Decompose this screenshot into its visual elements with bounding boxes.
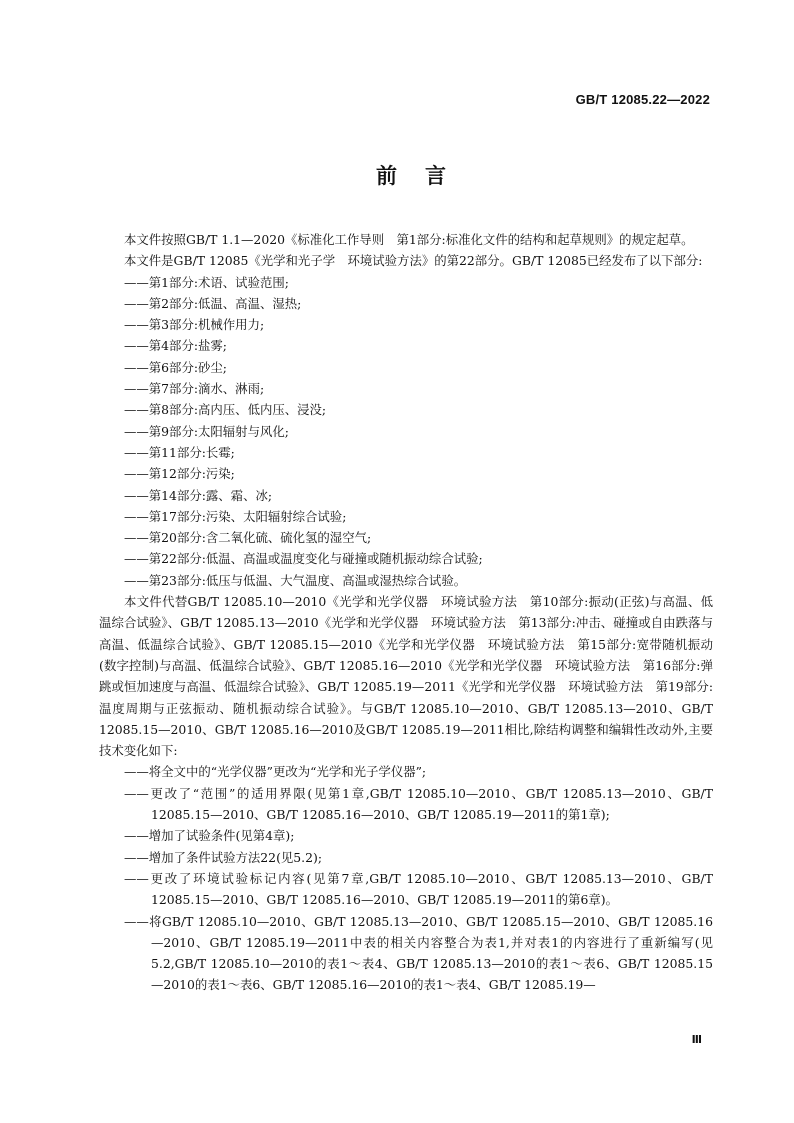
- list-item: ——增加了条件试验方法22(见5.2);: [124, 849, 323, 865]
- list-item: ——第23部分:低压与低温、大气温度、高温或湿热综合试验。: [124, 572, 467, 588]
- paragraph-drafting-rules: 本文件按照GB/T 1.1—2020《标准化工作导则 第1部分:标准化文件的结构和起草规则》的规定起草。: [124, 232, 694, 247]
- standard-number-header: GB/T 12085.22—2022: [575, 92, 710, 107]
- list-item: ——将GB/T 12085.10—2010、GB/T 12085.13—2010、GB/T 12085.15—2010、GB/T 12085.16—2010、GB/T 12085.19—2011中表的相关内容整合为表1,并对表1的内容进行了重新编写(见5.2,GB/T 12085.10—2010的表1～表4、GB/T 12085.13—2010的表1～表6、GB/T 12085.15—2010的表1～表6、GB/T 12085.16—2010的表1～表4、GB/T 12085.19—: [124, 913, 713, 993]
- list-item: ——第4部分:盐雾;: [124, 338, 227, 354]
- list-item: ——第12部分:污染;: [124, 466, 235, 482]
- published-parts-list: [99, 272, 713, 591]
- list-item: ——第11部分:长霉;: [124, 444, 235, 460]
- technical-changes-list: [99, 761, 713, 995]
- document-body: [99, 229, 713, 996]
- list-item: ——第14部分:露、霜、冰;: [124, 487, 273, 503]
- paragraph-replacement-statement: 本文件代替GB/T 12085.10—2010《光学和光学仪器 环境试验方法 第10部分:振动(正弦)与高温、低温综合试验》、GB/T 12085.13—2010《光学和光学仪器 环境试验方法 第13部分:冲击、碰撞或自由跌落与高温、低温综合试验》、GB/T 12085.15—2010《光学和光学仪器 环境试验方法 第15部分:宽带随机振动(数字控制)与高温、低温综合试验》、GB/T 12085.16—2010《光学和光学仪器 环境试验方法 第16部分:弹跳或恒加速度与高温、低温综合试验》、GB/T 12085.19—2011《光学和光学仪器 环境试验方法 第19部分:温度周期与正弦振动、随机振动综合试验》。与GB/T 12085.10—2010、GB/T 12085.13—2010、GB/T 12085.15—2010、GB/T 12085.16—2010及GB/T 12085.19—2011相比,除结构调整和编辑性改动外,主要技术变化如下:: [99, 594, 713, 759]
- list-item: ——第17部分:污染、太阳辐射综合试验;: [124, 508, 347, 524]
- list-item: ——将全文中的“光学仪器”更改为“光学和光子学仪器”;: [124, 764, 427, 780]
- list-item: ——第6部分:砂尘;: [124, 359, 227, 375]
- list-item: ——增加了试验条件(见第4章);: [124, 828, 295, 844]
- list-item: ——第1部分:术语、试验范围;: [124, 274, 289, 290]
- list-item: ——第8部分:高内压、低内压、浸没;: [124, 402, 327, 418]
- list-item: ——更改了“范围”的适用界限(见第1章,GB/T 12085.10—2010、GB/T 12085.13—2010、GB/T 12085.15—2010、GB/T 12085.16—2010、GB/T 12085.19—2011的第1章);: [124, 785, 713, 823]
- list-item: ——更改了环境试验标记内容(见第7章,GB/T 12085.10—2010、GB/T 12085.13—2010、GB/T 12085.15—2010、GB/T 12085.16—2010、GB/T 12085.19—2011的第6章)。: [124, 870, 713, 908]
- page-title: 前言: [376, 164, 474, 188]
- list-item: ——第2部分:低温、高温、湿热;: [124, 295, 302, 311]
- list-item: ——第22部分:低温、高温或温度变化与碰撞或随机振动综合试验;: [124, 551, 483, 567]
- list-item: ——第9部分:太阳辐射与风化;: [124, 423, 289, 439]
- list-item: ——第7部分:滴水、淋雨;: [124, 381, 265, 397]
- paragraph-series-intro: 本文件是GB/T 12085《光学和光子学 环境试验方法》的第22部分。GB/T 12085已经发布了以下部分:: [124, 253, 703, 269]
- list-item: ——第20部分:含二氧化硫、硫化氢的湿空气;: [124, 530, 372, 546]
- page-number: Ⅲ: [691, 1033, 702, 1046]
- list-item: ——第3部分:机械作用力;: [124, 317, 265, 333]
